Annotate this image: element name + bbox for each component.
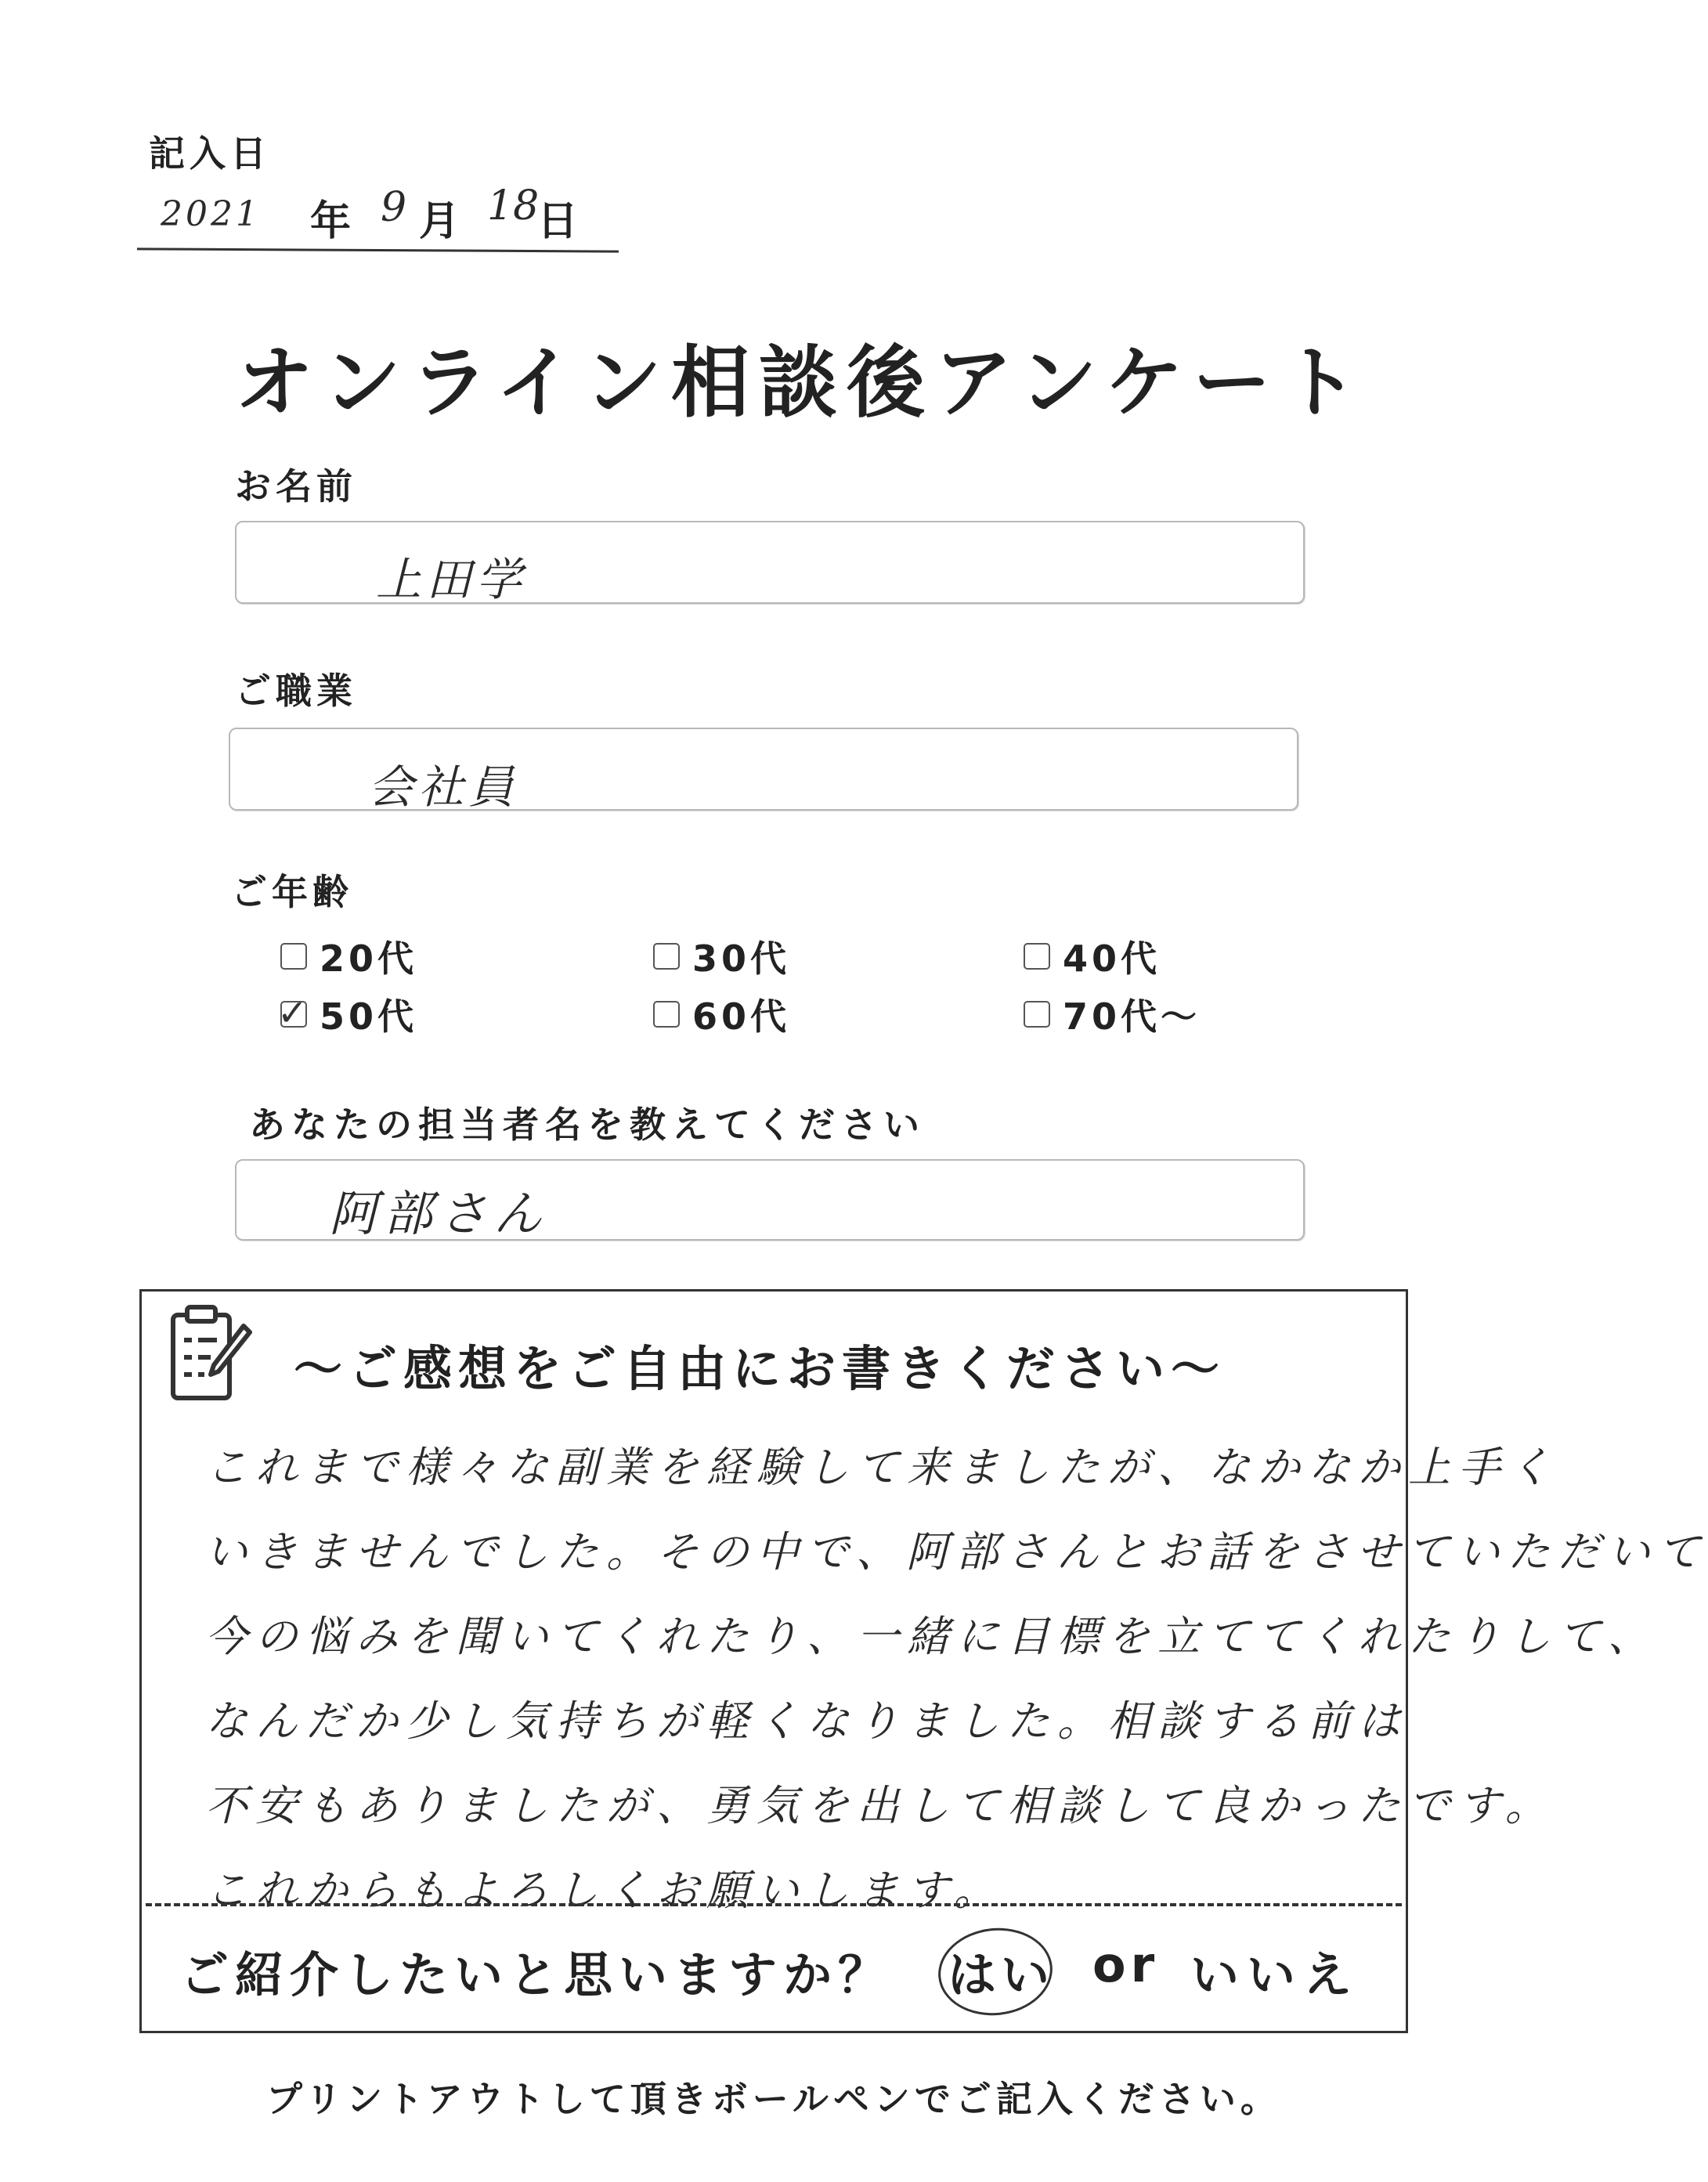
age-label: ご年齢 xyxy=(231,871,353,913)
impressions-line: これからもよろしくお願いします。 xyxy=(205,1866,1004,1915)
impressions-line: いきませんでした。その中で、阿部さんとお話をさせていただいて xyxy=(205,1527,1708,1577)
age-option-label: 30代 xyxy=(692,937,791,980)
checkbox-icon[interactable] xyxy=(1024,943,1050,970)
footer-note: プリントアウトして頂きボールペンでご記入ください。 xyxy=(266,2078,1281,2120)
checkbox-icon[interactable] xyxy=(653,1001,680,1028)
age-option-30s[interactable] xyxy=(653,930,790,982)
impressions-line: 不安もありましたが、勇気を出して相談して良かったです。 xyxy=(205,1781,1555,1830)
age-option-label: 20代 xyxy=(320,937,418,980)
impressions-title: ～ご感想をご自由にお書きください～ xyxy=(294,1340,1226,1397)
age-option-label: 50代 xyxy=(320,995,418,1038)
checkmark-icon: ✓ xyxy=(277,992,312,1034)
impressions-line: これまで様々な副業を経験して来ましたが、なかなか上手く xyxy=(205,1443,1558,1492)
form-title: オンライン相談後アンケート xyxy=(235,337,1368,428)
date-year-unit: 年 xyxy=(310,198,352,245)
impressions-line: 今の悩みを聞いてくれたり、一緒に目標を立ててくれたりして、 xyxy=(205,1612,1658,1661)
date-month-unit: 月 xyxy=(419,198,460,245)
age-option-70s-plus[interactable] xyxy=(1024,988,1201,1040)
age-option-label: 40代 xyxy=(1063,937,1161,980)
staff-name-label: あなたの担当者名を教えてください xyxy=(249,1104,926,1146)
date-day-unit: 日 xyxy=(537,198,579,245)
checkbox-icon[interactable] xyxy=(1024,1001,1050,1028)
age-option-40s[interactable] xyxy=(1024,930,1161,982)
introduce-no-option[interactable]: いいえ xyxy=(1190,1946,1360,2003)
dashed-divider xyxy=(146,1903,1402,1906)
name-label: お名前 xyxy=(235,465,357,508)
age-option-label: 60代 xyxy=(692,995,791,1038)
occupation-value: 会社員 xyxy=(368,760,519,814)
date-year-value[interactable]: 2021 xyxy=(161,194,261,234)
staff-name-value: 阿部さん xyxy=(329,1185,549,1242)
age-option-label: 70代～ xyxy=(1063,995,1201,1038)
date-month-value[interactable]: 9 xyxy=(381,184,407,231)
occupation-label: ご職業 xyxy=(235,670,357,712)
introduce-or-text: or xyxy=(1092,1936,1160,1993)
age-option-50s[interactable] xyxy=(277,988,418,1040)
introduce-yes-option[interactable]: はい xyxy=(948,1946,1055,2003)
introduce-question: ご紹介したいと思いますか？ xyxy=(180,1946,894,2003)
checkbox-checked-icon[interactable] xyxy=(277,992,312,1034)
checkbox-icon[interactable] xyxy=(653,943,680,970)
date-underline xyxy=(137,247,619,252)
age-option-60s[interactable] xyxy=(653,988,790,1040)
impressions-line: なんだか少し気持ちが軽くなりました。相談する前は xyxy=(205,1696,1408,1746)
date-label: 記入日 xyxy=(149,132,271,175)
age-option-20s[interactable] xyxy=(280,930,417,982)
date-day-value[interactable]: 18 xyxy=(487,182,540,229)
clipboard-pen-icon xyxy=(168,1302,255,1404)
checkbox-icon[interactable] xyxy=(280,943,307,970)
impressions-text[interactable] xyxy=(205,1425,1708,1933)
name-value: 上田学 xyxy=(376,553,527,606)
